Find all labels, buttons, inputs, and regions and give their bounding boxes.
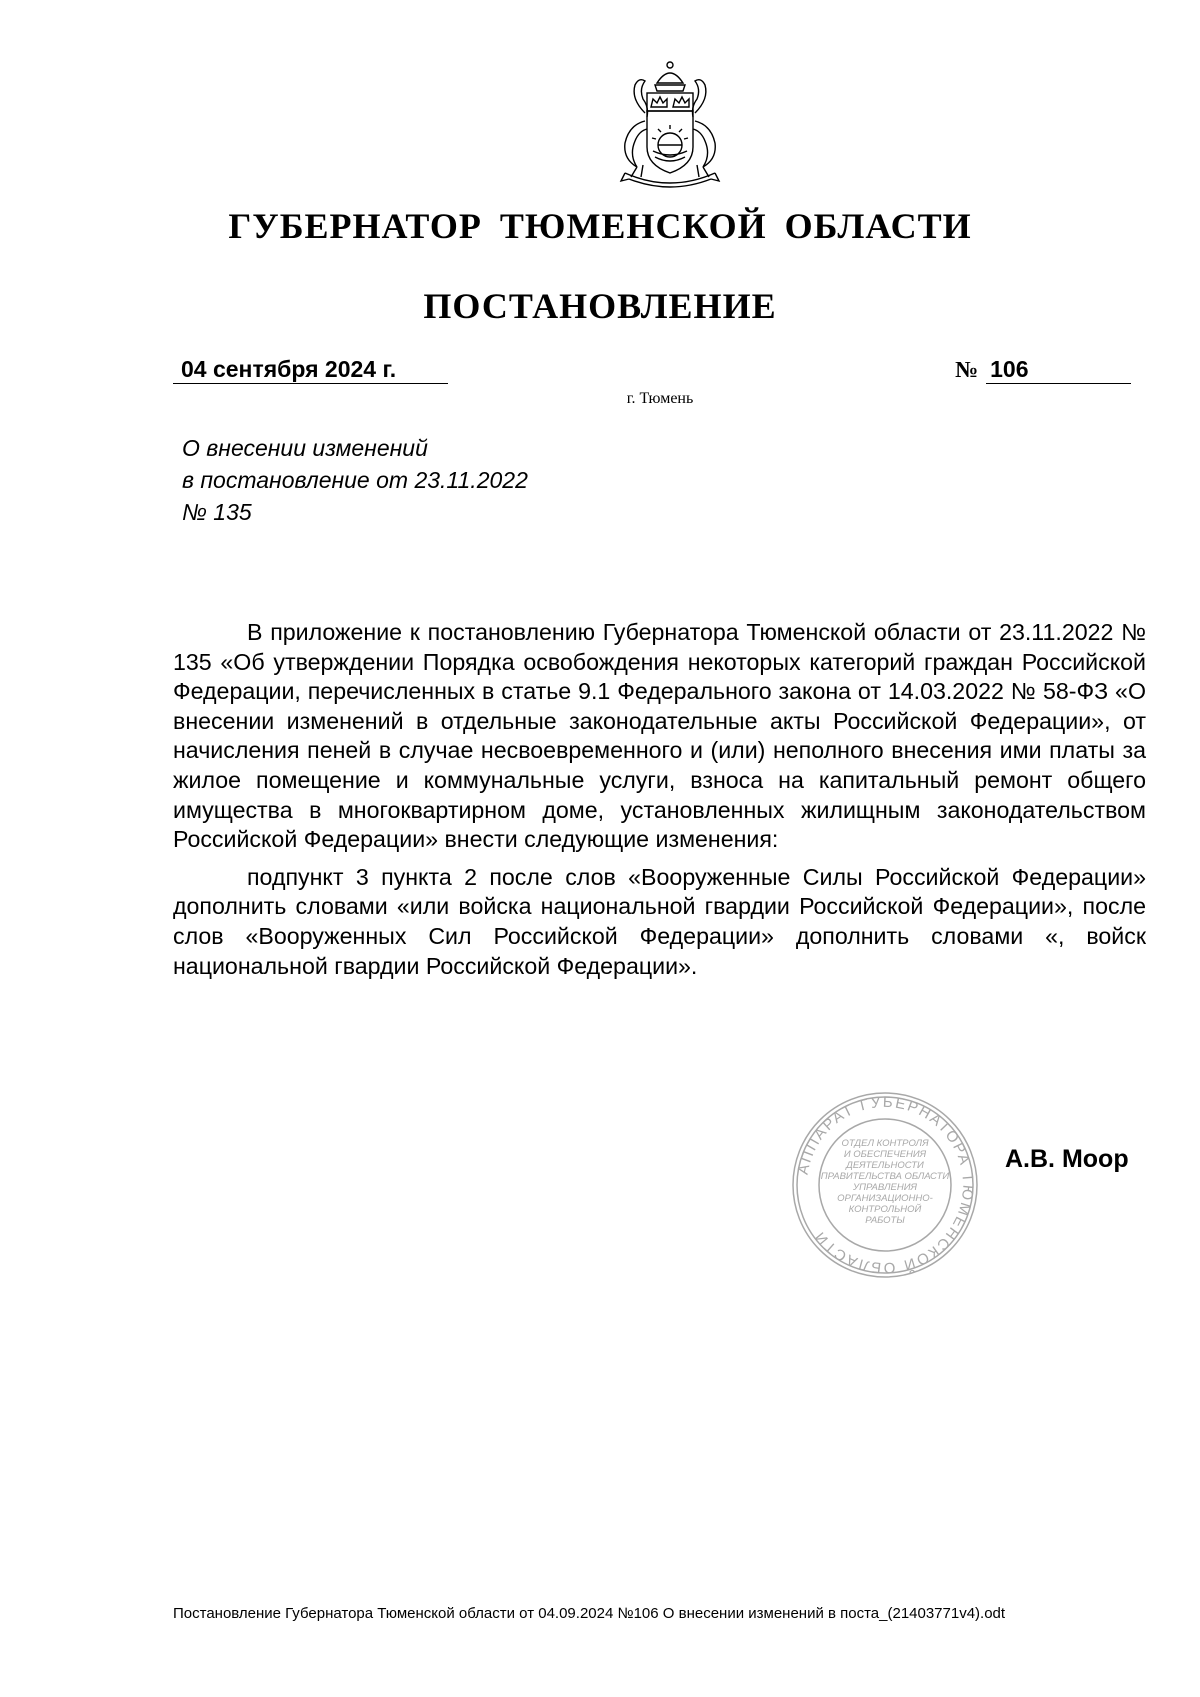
subject-line: О внесении изменений (182, 435, 428, 461)
stamp-inner-line: РАБОТЫ (865, 1215, 905, 1226)
stamp-inner-line: ОТДЕЛ КОНТРОЛЯ (841, 1138, 929, 1149)
stamp-inner-line: ДЕЯТЕЛЬНОСТИ (846, 1160, 924, 1171)
stamp-inner-line: КОНТРОЛЬНОЙ (848, 1204, 922, 1215)
document-date: 04 сентября 2024 г. (173, 356, 448, 384)
footer-file-name: Постановление Губернатора Тюменской области от 04.09.2024 №106 О внесении изменений в поста_(21403771v4).odt (173, 1605, 1006, 1622)
stamp-inner-line: ОРГАНИЗАЦИОННО- (837, 1193, 933, 1204)
body-paragraph: В приложение к постановлению Губернатора Тюменской области от 23.11.2022 № 135 «Об утверждении Порядка освобождения некоторых категорий граждан Российской Федерации, перечисленных в статье 9.1 Федерального закона от 14.03.2022 № 58-ФЗ «О внесении изменений в отдельные законодательные акты Российской Федерации», от начисления пеней в случае несвоевременного и (или) неполного внесения ими платы за жилое помещение и коммунальные услуги, взноса на капитальный ремонт общего имущества в многоквартирном доме, установленных жилищным законодательством Российской Федерации» внести следующие изменения: (173, 619, 1146, 853)
subject-line: в постановление от 23.11.2022 (182, 467, 528, 493)
document-type: ПОСТАНОВЛЕНИЕ (423, 286, 777, 326)
document-body (173, 618, 1146, 989)
body-paragraph: подпункт 3 пункта 2 после слов «Вооруженные Силы Российской Федерации» дополнить словами «или войска национальной гвардии Российской Федерации», после слов «Вооруженных Сил Российской Федерации» дополнить словами «, войск национальной гвардии Российской Федерации». (173, 863, 1146, 979)
subject-line: № 135 (182, 499, 252, 525)
document-number: 106 (986, 356, 1131, 384)
document-number-block (955, 356, 1131, 384)
document-number-label: № (955, 357, 979, 382)
stamp-outer-text: АППАРАТ ГУБЕРНАТОРА ТЮМЕНСКОЙ ОБЛАСТИ (794, 1093, 977, 1277)
stamp-inner-line: ПРАВИТЕЛЬСТВА ОБЛАСТИ (820, 1171, 950, 1182)
document-city: г. Тюмень (626, 390, 694, 407)
official-stamp (790, 1090, 980, 1280)
organization-title: ГУБЕРНАТОР ТЮМЕНСКОЙ ОБЛАСТИ (228, 206, 972, 246)
stamp-inner-line: И ОБЕСПЕЧЕНИЯ (843, 1149, 927, 1160)
document-subject (182, 432, 702, 528)
stamp-inner-line: УПРАВЛЕНИЯ (853, 1182, 917, 1193)
coat-of-arms-icon (595, 55, 745, 190)
signatory-name: А.В. Моор (1005, 1145, 1129, 1173)
